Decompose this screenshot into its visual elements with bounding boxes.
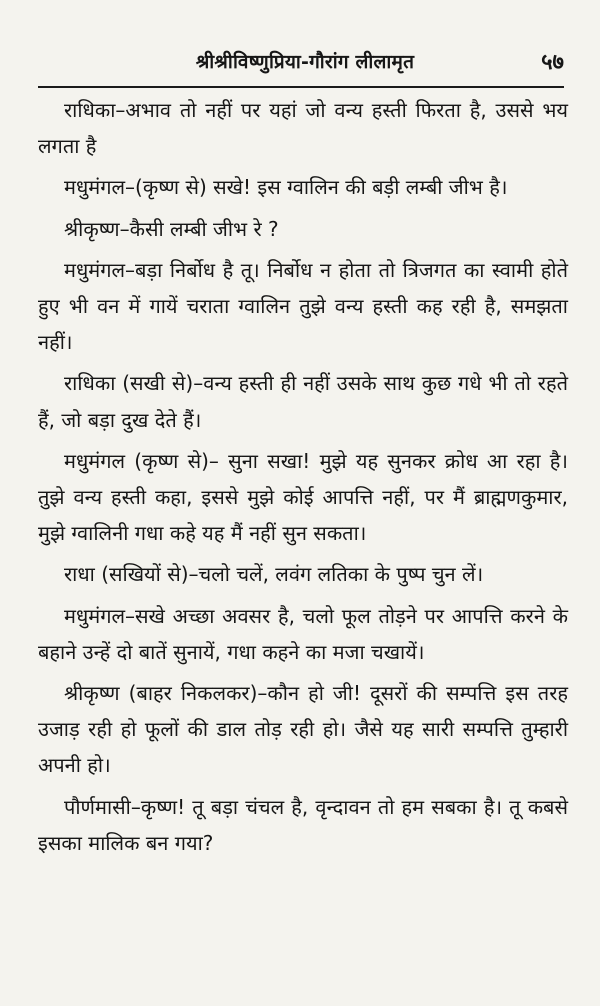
body-text (38, 92, 568, 861)
paragraph: श्रीकृष्ण–कैसी लम्बी जीभ रे ? (64, 216, 279, 241)
paragraph: मधुमंगल (कृष्ण से)– सुना सखा! मुझे यह सुनकर क्रोध आ रहा है। तुझे वन्य हस्ती कहा, इससे मुझे कोई आपत्ति नहीं, पर मैं ब्राह्मणकुमार, मुझे ग्वालिनी गधा कहे यह मैं नहीं सुन सकता। (38, 448, 568, 546)
paragraph: राधिका–अभाव तो नहीं पर यहां जो वन्य हस्ती फिरता है, उससे भय लगता है (38, 98, 568, 159)
paragraph: श्रीकृष्ण (बाहर निकलकर)–कौन हो जी! दूसरों की सम्पत्ति इस तरह उजाड़ रही हो फूलों की डाल तोड़ रही हो। जैसे यह सारी सम्पत्ति तुम्हारी अपनी हो। (38, 681, 568, 778)
header-title: श्रीश्रीविष्णुप्रिया-गौरांग लीलामृत (195, 51, 415, 73)
paragraph: मधुमंगल–सखे अच्छा अवसर है, चलो फूल तोड़ने पर आपत्ति करने के बहाने उन्हें दो बातें सुनायें, गधा कहने का मजा चखायें। (38, 603, 568, 664)
paragraph: मधुमंगल–बड़ा निर्बोध है तू। निर्बोध न होता तो त्रिजगत का स्वामी होते हुए भी वन में गायें चराता ग्वालिन तुझे वन्य हस्ती कह रही है, समझता नहीं। (38, 257, 568, 355)
header-rule (38, 86, 564, 88)
paragraph: मधुमंगल–(कृष्ण से) सखे! इस ग्वालिन की बड़ी लम्बी जीभ है। (64, 175, 508, 200)
paragraph: राधिका (सखी से)–वन्य हस्ती ही नहीं उसके साथ कुछ गधे भी तो रहते हैं, जो बड़ा दुख देते हैं। (38, 371, 568, 432)
running-header (38, 44, 572, 84)
paragraph: पौर्णमासी–कृष्ण! तू बड़ा चंचल है, वृन्दावन तो हम सबका है। तू कबसे इसका मालिक बन गया? (38, 794, 568, 855)
paragraph: राधा (सखियों से)–चलो चलें, लवंग लतिका के पुष्प चुन लें। (64, 562, 484, 587)
page-number: ५७ (541, 50, 564, 75)
